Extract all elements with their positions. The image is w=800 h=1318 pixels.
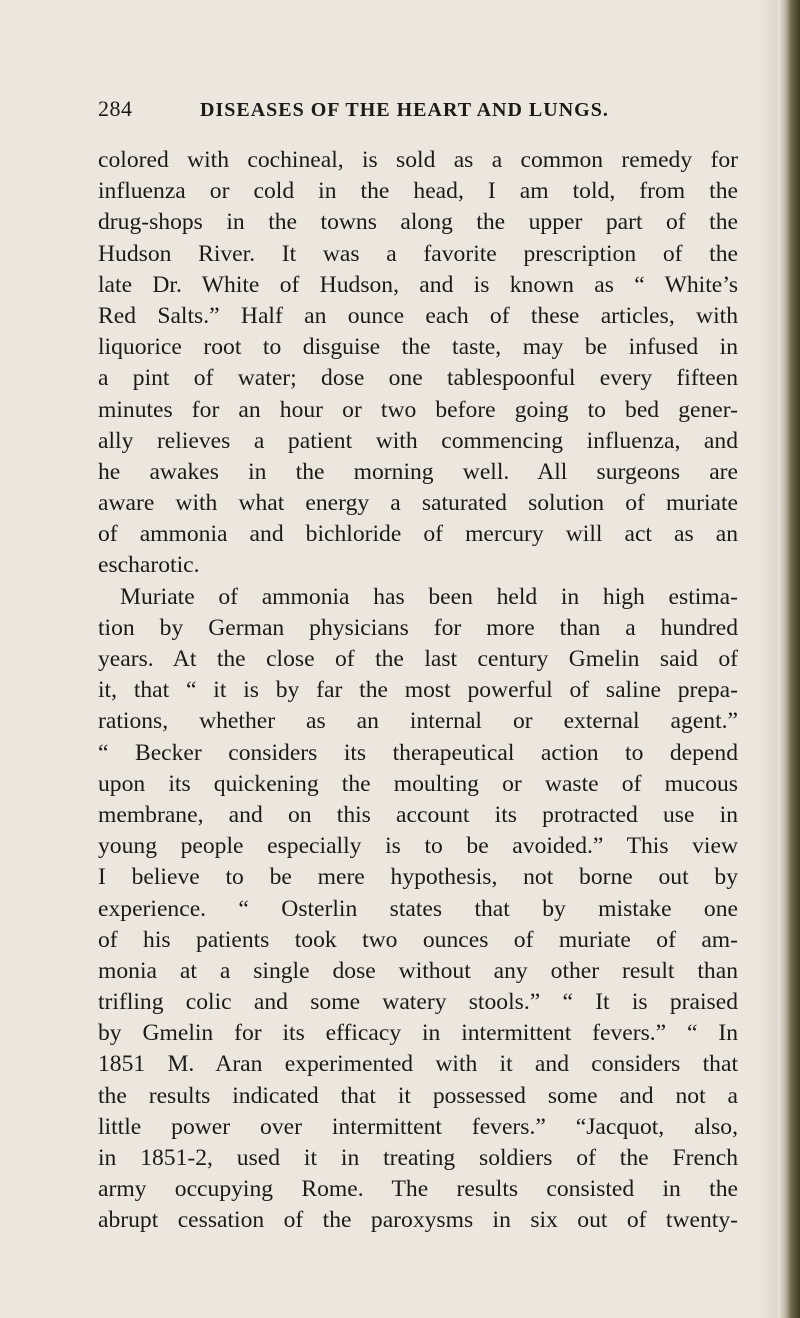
text-line: ally relieves a patient with commencing influenza, and — [98, 427, 738, 454]
page-edge — [778, 0, 800, 1318]
text-line: Red Salts.” Half an ounce each of these articles, with — [98, 302, 738, 329]
text-line: a pint of water; dose one tablespoonful every fifteen — [98, 365, 738, 392]
text-line: army occupying Rome. The results consisted in the — [98, 1176, 738, 1203]
text-line: by Gmelin for its efficacy in intermittent fevers.” “ In — [98, 1020, 738, 1047]
text-line: escharotic. — [98, 552, 200, 579]
text-line: 1851 M. Aran experimented with it and considers that — [98, 1051, 738, 1078]
body-text — [98, 145, 738, 1237]
text-line: of ammonia and bichloride of mercury will act as an — [98, 521, 738, 548]
text-line: influenza or cold in the head, I am told, from the — [98, 178, 738, 205]
text-line: membrane, and on this account its protracted use in — [98, 801, 738, 828]
text-line: liquorice root to disguise the taste, may be infused in — [98, 334, 738, 361]
page-title: DISEASES OF THE HEART AND LUNGS. — [200, 99, 609, 121]
text-line: it, that “ it is by far the most powerful of saline prepa- — [98, 677, 738, 704]
text-line: years. At the close of the last century Gmelin said of — [98, 646, 738, 672]
text-line: minutes for an hour or two before going to bed gener- — [98, 396, 738, 423]
page-edge-shadow — [760, 0, 778, 1318]
text-line: experience. “ Osterlin states that by mistake one — [98, 895, 738, 922]
text-line: I believe to be mere hypothesis, not borne out by — [98, 864, 738, 891]
text-line: upon its quickening the moulting or waste of mucous — [98, 770, 738, 797]
page-number: 284 — [98, 96, 133, 121]
text-line: he awakes in the morning well. All surgeons are — [98, 458, 738, 485]
text-line: of his patients took two ounces of muriate of am- — [98, 926, 738, 953]
text-line: abrupt cessation of the paroxysms in six out of twenty- — [98, 1207, 738, 1234]
text-line: monia at a single dose without any other result than — [98, 957, 738, 984]
text-line: Muriate of ammonia has been held in high estima- — [120, 583, 738, 610]
text-line: tion by German physicians for more than a hundred — [98, 614, 738, 641]
text-line: Hudson River. It was a favorite prescription of the — [98, 240, 738, 267]
text-line: aware with what energy a saturated solution of muriate — [98, 490, 738, 517]
running-head — [98, 96, 738, 126]
text-line: drug-shops in the towns along the upper part of the — [98, 209, 738, 236]
text-line: rations, whether as an internal or external agent.” — [98, 708, 738, 735]
text-line: “ Becker considers its therapeutical action to depend — [98, 739, 738, 766]
text-line: young people especially is to be avoided.” This view — [98, 833, 738, 860]
text-line: little power over intermittent fevers.” “Jacquot, also, — [98, 1113, 738, 1140]
text-line: in 1851-2, used it in treating soldiers of the French — [98, 1145, 738, 1171]
text-line: late Dr. White of Hudson, and is known as “ White’s — [98, 271, 738, 298]
text-line: colored with cochineal, is sold as a common remedy for — [98, 147, 738, 173]
text-line: trifling colic and some watery stools.” “ It is praised — [98, 989, 738, 1016]
text-line: the results indicated that it possessed some and not a — [98, 1082, 738, 1109]
